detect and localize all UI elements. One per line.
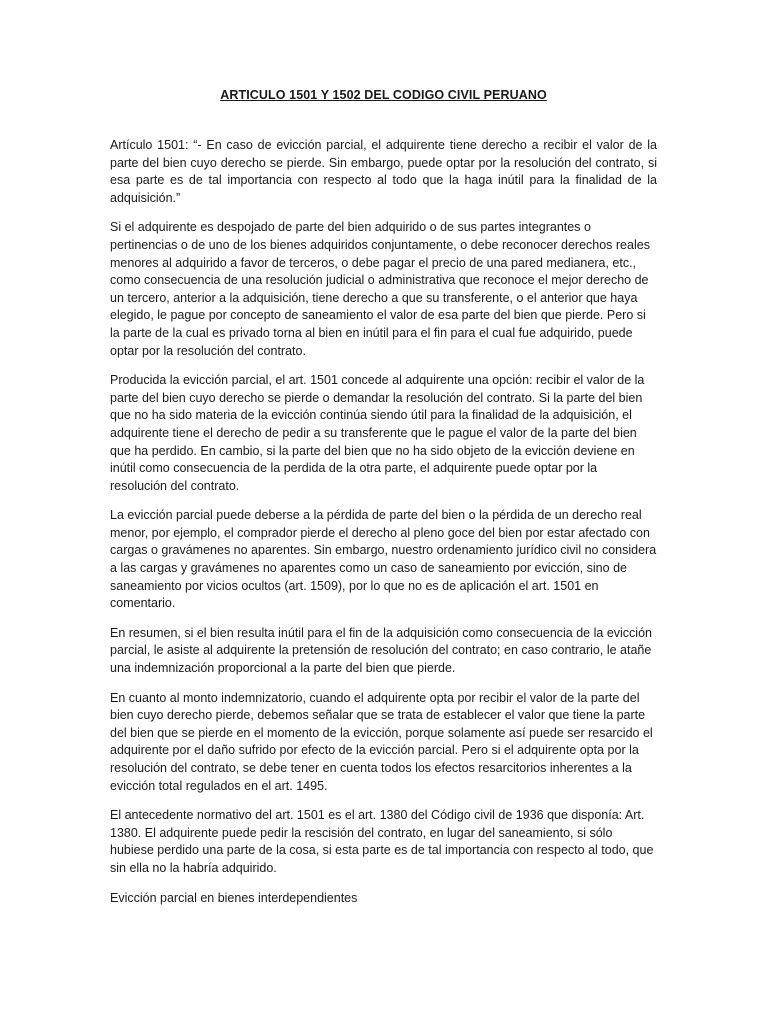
paragraph-cargas-gravamenes: La evicción parcial puede deberse a la pérdida de parte del bien o la pérdida de un derecho real menor, por ejemplo, el comprador pierde el derecho al pleno goce del bien por estar afectado con cargas o gravámenes no aparentes. Sin embargo, nuestro ordenamiento jurídico civil no considera a las cargas y gravámenes no aparentes como un caso de saneamiento por evicción, sino de saneamiento por vicios ocultos (art. 1509), por lo que no es de aplicación el art. 1501 en comentario. (110, 508, 657, 611)
document-title: ARTICULO 1501 Y 1502 DEL CODIGO CIVIL PERUANO (220, 88, 547, 102)
paragraph-resumen: En resumen, si el bien resulta inútil para el fin de la adquisición como consecuencia de la evicción parcial, le asiste al adquirente la pretensión de resolución del contrato; en caso contrario, le atañe una indemnización proporcional a la parte del bien que pierde. (110, 625, 652, 676)
paragraph-article-1501: Artículo 1501: “- En caso de evicción parcial, el adquirente tiene derecho a recibir el valor de la parte del bien cuyo derecho se pierde. Sin embargo, puede optar por la resolución del contrato, si esa parte es de tal importancia con respecto al todo que la haga inútil para la finalidad de la adquisición.” (110, 138, 657, 205)
section-heading-bienes-interdependientes: Evicción parcial en bienes interdependientes (110, 890, 358, 905)
paragraph-opcion: Producida la evicción parcial, el art. 1501 concede al adquirente una opción: recibir el valor de la parte del bien cuyo derecho se pierde o demandar la resolución del contrato. Si la parte del bien que no ha sido materia de la evicción continúa siendo útil para la finalidad de la adquisición, el adquirente tiene el derecho de pedir a su transferente que le pague el valor de la parte del bien que ha perdido. En cambio, si la parte del bien que no ha sido objeto de la evicción deviene en inútil como consecuencia de la perdida de la otra parte, el adquirente puede optar por la resolución del contrato. (110, 373, 645, 493)
paragraph-monto-indemnizatorio: En cuanto al monto indemnizatorio, cuando el adquirente opta por recibir el valor de la parte del bien cuyo derecho pierde, debemos señalar que se trata de establecer el valor que tiene la parte del bien que se pierde en el momento de la evicción, porque solamente así puede ser resarcido el adquirente por el daño sufrido por efecto de la evicción parcial. Pero si el adquirente opta por la resolución del contrato, se debe tener en cuenta todos los efectos resarcitorios inherentes a la evicción total regulados en el art. 1495. (110, 690, 653, 793)
paragraph-despojo: Si el adquirente es despojado de parte del bien adquirido o de sus partes integrantes o pertinencias o de uno de los bienes adquiridos conjuntamente, o debe reconocer derechos reales menores al adquirido a favor de terceros, o debe pagar el precio de una pared medianera, etc., como consecuencia de una resolución judicial o administrativa que reconoce el mejor derecho de un tercero, anterior a la adquisición, tiene derecho a que su transferente, o el anterior que haya elegido, le pague por concepto de saneamiento el valor de esa parte del bien que pierde. Pero si la parte de la cual es privado torna al bien en inútil para el fin para el cual fue adquirido, puede optar por la resolución del contrato. (110, 220, 650, 358)
document-body (110, 137, 657, 919)
paragraph-antecedente-normativo: El antecedente normativo del art. 1501 es el art. 1380 del Código civil de 1936 que disponía: Art. 1380. El adquirente puede pedir la rescisión del contrato, en lugar del saneamiento, si sólo hubiese perdido una parte de la cosa, si esta parte es de tal importancia con respecto al todo, que sin ella no la habría adquirido. (110, 808, 654, 875)
